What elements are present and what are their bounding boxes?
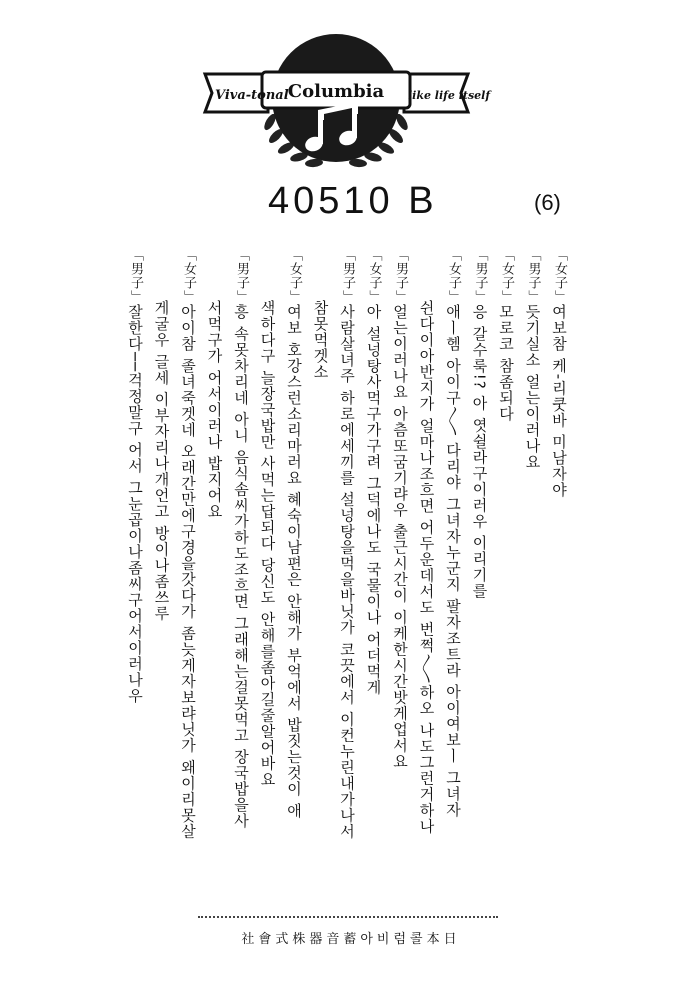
lyric-text: 서먹구가 어서이러나 밥지어요 [205, 300, 224, 520]
lyric-line [228, 248, 255, 898]
lyric-line [307, 248, 334, 898]
lyric-line [334, 248, 361, 898]
lyric-text: 흥 속못차리네 아니 음식솜씨가하도조흐면 그래해는걸못먹고 장국밥을사 [232, 304, 250, 829]
speaker-label: 「女子」 [366, 248, 382, 304]
speaker-label: 「女子」 [287, 248, 302, 304]
lyric-text: 참못먹겟소 [311, 300, 330, 380]
lyrics-text [112, 248, 572, 898]
lyric-line [201, 248, 228, 898]
speaker-label: 「男子」 [128, 248, 143, 304]
logo-left-text: Viva-tonal [215, 88, 289, 103]
lyric-line [519, 248, 546, 898]
record-number: 40510 B [268, 180, 438, 222]
lyric-text: 사람살녀주 하로에세끼를 설넝탕을먹을바닛가 코끗에서 이컨누린내가나서 [338, 304, 356, 840]
lyric-line [466, 248, 493, 898]
speaker-label: 「男子」 [234, 248, 249, 304]
lyric-line [254, 248, 281, 898]
logo-right-text: like life itself [408, 89, 491, 102]
lyric-text: 듯기실소 얼는이러나요 [523, 304, 542, 470]
lyric-line [122, 248, 149, 898]
lyric-line [387, 248, 414, 898]
speaker-label: 「男子」 [472, 248, 488, 304]
footer-company-name: 社會式株器音蓄아비럼콜本日 [241, 932, 461, 947]
speaker-label: 「女子」 [499, 248, 514, 304]
lyric-text: 응 갈수룩!? 아 엿쉴라구이러우 이리기를 [470, 304, 489, 600]
lyric-text: 잘한다──걱정말구 어서 그눈곱이나좀씨구어서이러나우 [126, 304, 144, 704]
footer-divider [198, 916, 498, 918]
lyric-line [360, 248, 387, 898]
lyric-text: 게굴우 글세 이부자리나개언고 방이나좀쓰루 [152, 300, 171, 622]
columbia-emblem [0, 0, 676, 190]
lyric-line [148, 248, 175, 898]
speaker-label: 「女子」 [181, 248, 196, 304]
lyric-line [546, 248, 573, 898]
lyric-text: 아이참 졸녀죽겟네 오래간만에구경을갓다가 좀늣게자보랴닛가 왜이리못살 [179, 304, 197, 840]
lyric-line [493, 248, 520, 898]
lyric-line [440, 248, 467, 898]
lyric-text: 아 설넝탕사먹구가구려 그덕에나도 국물이나 어더먹게 [364, 304, 383, 696]
speaker-label: 「男子」 [393, 248, 408, 304]
speaker-label: 「女子」 [446, 248, 461, 304]
lyric-text: 얼는이러나요 아츰또굼기랴우 출근시간이 이케한시간밧게업서요 [391, 304, 409, 770]
speaker-label: 「女子」 [552, 248, 567, 304]
page-number: (6) [534, 190, 561, 215]
lyric-text: 모로코 참좀되다 [497, 304, 515, 422]
lyric-text: 쉰다이아반지가 얼마나조흐면 어두운데서도 번쩍〳〵하오 나도그런거하나 [417, 300, 436, 835]
lyric-text: 여보 호강스런소리마러요 혜숙이남편은 안해가 부억에서 밥짓는것이 애 [285, 304, 303, 819]
lyric-text: 색하다구 늘장국밥만 사먹는답되다 당신도 안해를좀아길줄알어바요 [258, 300, 277, 788]
logo-center-text: Columbia [287, 81, 385, 102]
lyric-text: 여보참 케-리쿳바 미남자야 [550, 304, 568, 498]
lyric-line [175, 248, 202, 898]
speaker-label: 「男子」 [525, 248, 541, 304]
lyric-text: 애ㅣ헴 아이구〳〵 다리야 그녀자누군지 팔자조트라 아이여보ㅣ 그녀자 [444, 304, 462, 818]
speaker-label: 「男子」 [340, 248, 355, 304]
columbia-logo [0, 0, 676, 190]
lyric-line [281, 248, 308, 898]
lyric-line [413, 248, 440, 898]
